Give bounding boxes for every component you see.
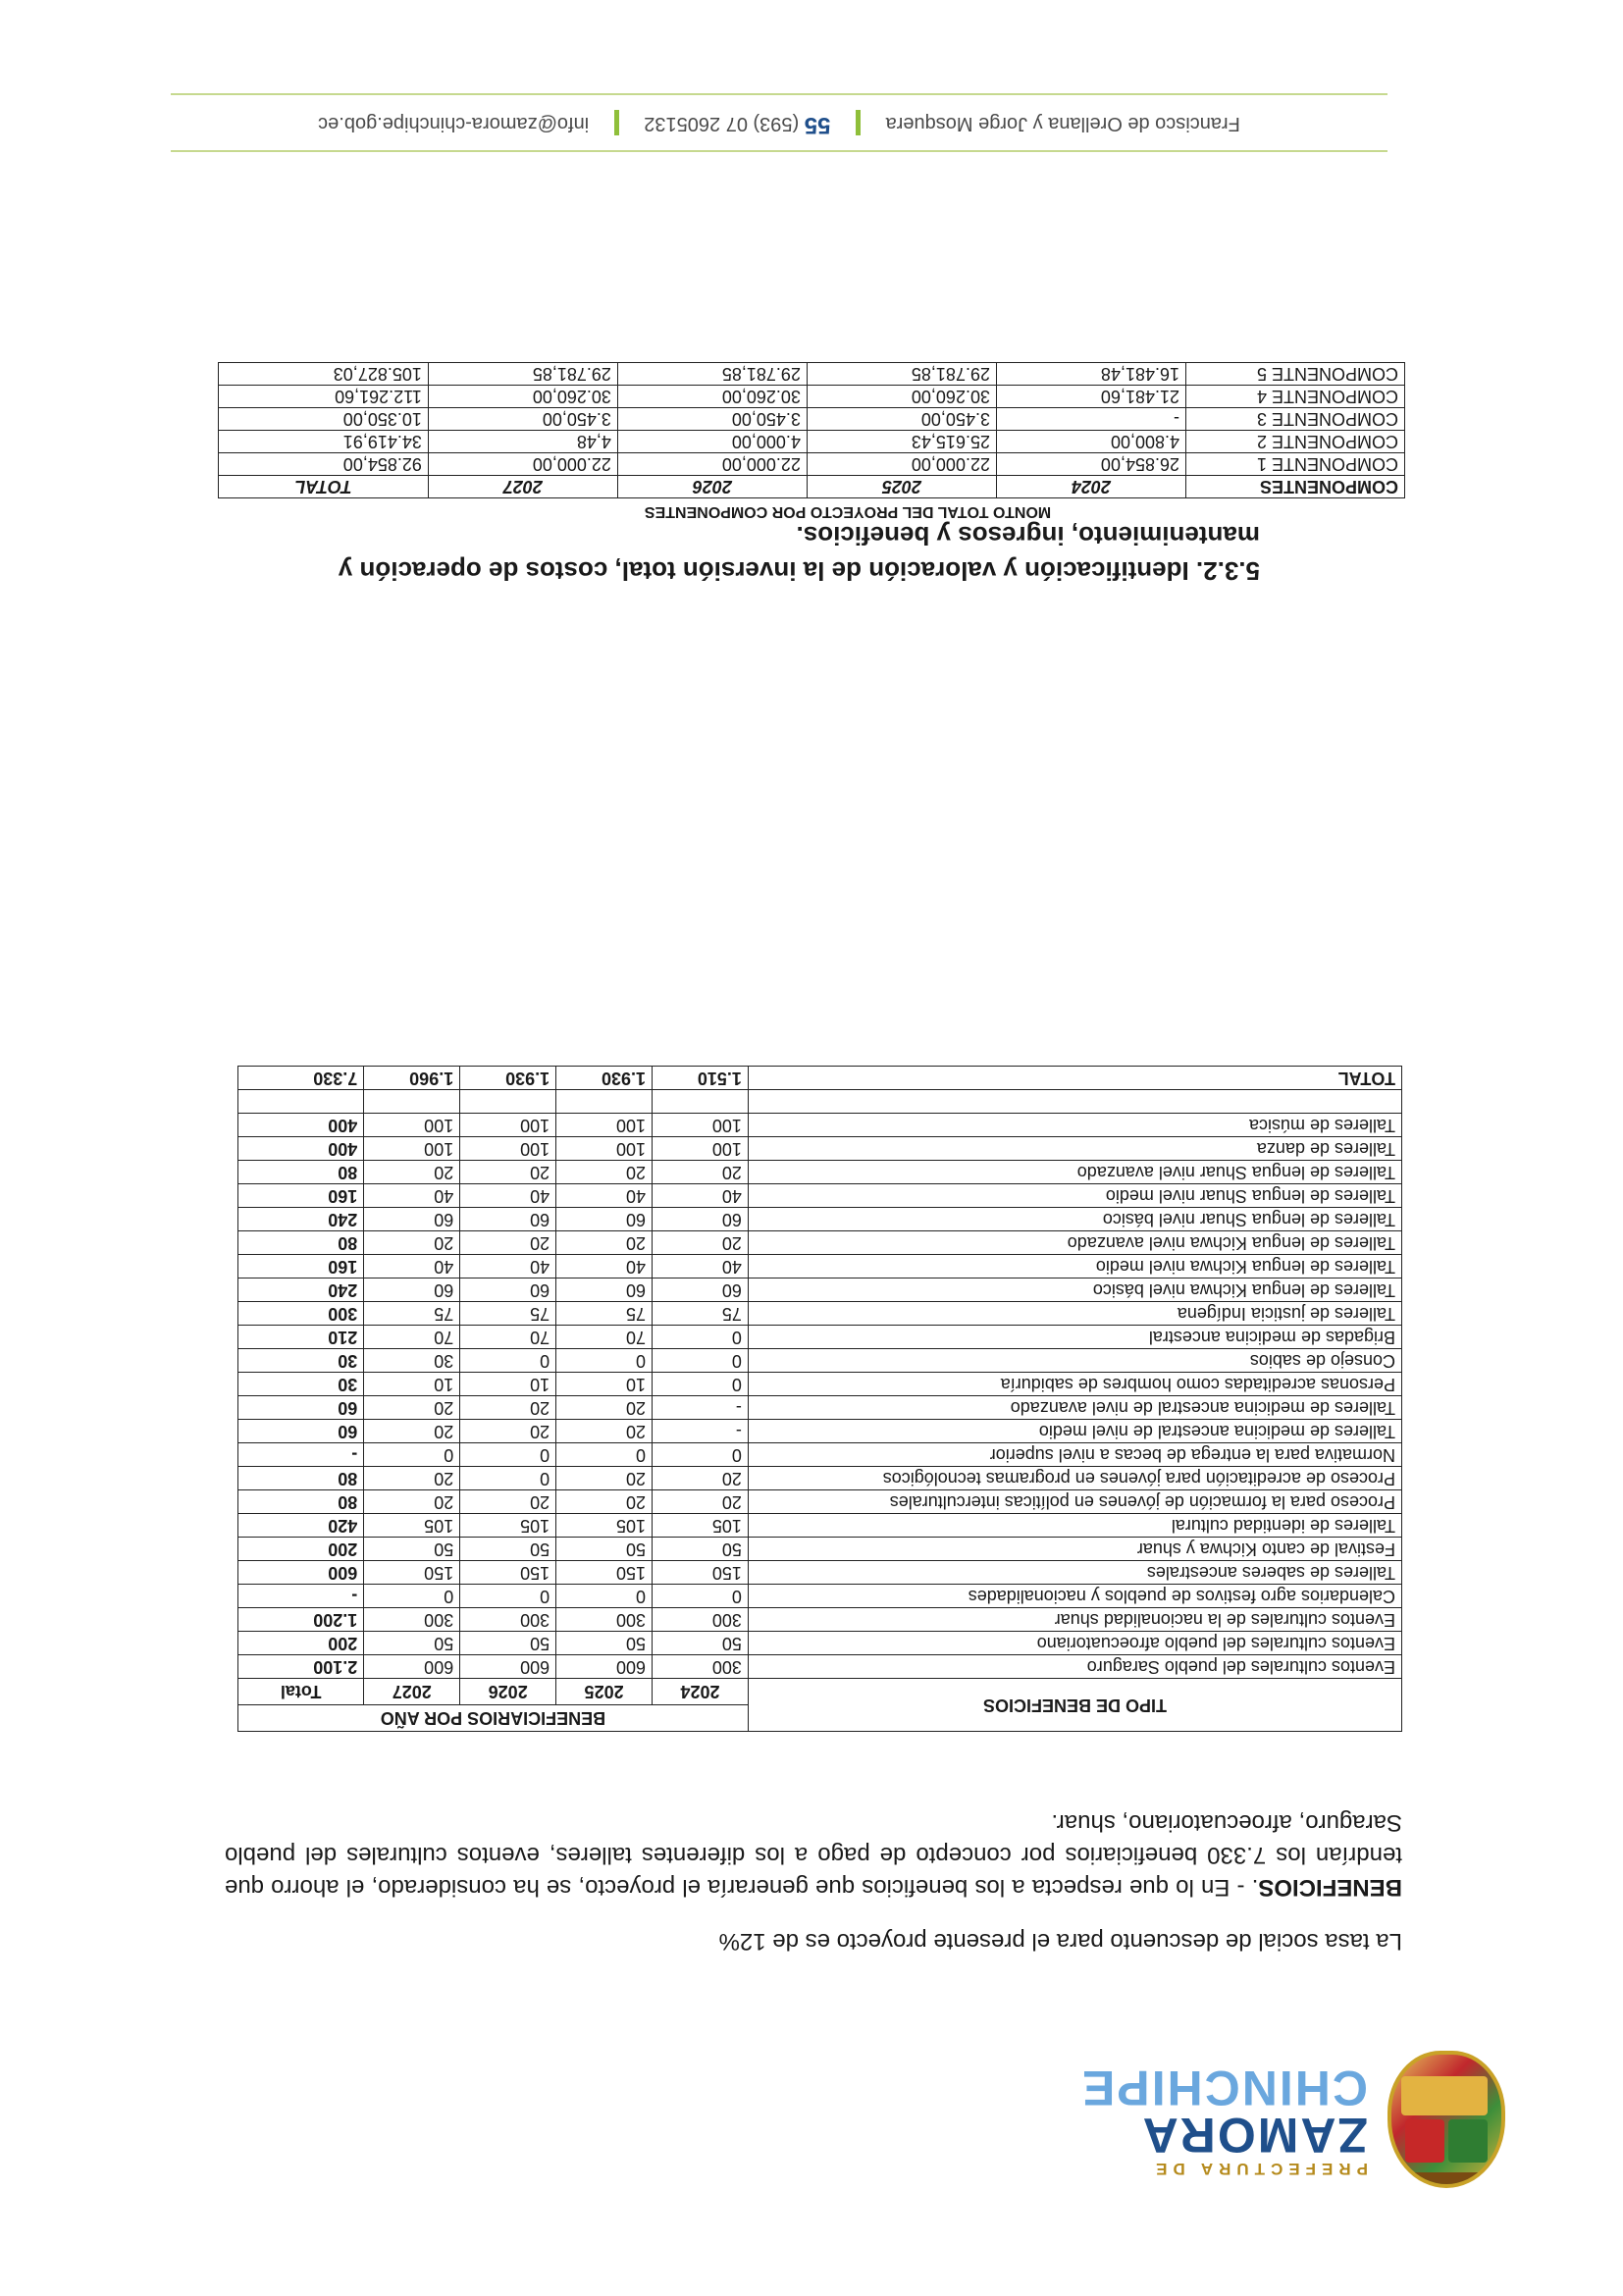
row-value: 40 — [556, 1184, 653, 1208]
empty-cell — [556, 1090, 653, 1114]
row-label: Talleres de lengua Kichwa nivel avanzado — [748, 1231, 1401, 1255]
row-value: 100 — [653, 1114, 749, 1137]
discount-rate-paragraph: La tasa social de descuento para el presente proyecto es de 12% — [718, 1928, 1402, 1955]
section-title: 5.3.2. Identificación y valoración de la inversión total, costos de operación y mantenimiento, ingresos y beneficios. — [338, 521, 1260, 586]
row-label: Talleres de identidad cultural — [748, 1514, 1401, 1538]
row-total: 200 — [238, 1632, 364, 1655]
row-label: Proceso de acreditación para jóvenes en programas tecnológicos — [748, 1467, 1401, 1490]
component-total: 10.350,00 — [219, 408, 429, 431]
empty-cell — [364, 1090, 460, 1114]
table-row — [238, 1538, 1402, 1561]
row-value: 40 — [653, 1255, 749, 1278]
total-value: 7.330 — [238, 1067, 364, 1090]
table-row — [238, 1161, 1402, 1184]
table-row — [238, 1420, 1402, 1443]
row-total: 200 — [238, 1538, 364, 1561]
row-total: 80 — [238, 1467, 364, 1490]
row-value: 0 — [653, 1443, 749, 1467]
row-label: Talleres de medicina ancestral de nivel avanzado — [748, 1396, 1401, 1420]
component-value: 29.781,85 — [617, 363, 807, 386]
total-value: 1.510 — [653, 1067, 749, 1090]
row-total: 160 — [238, 1255, 364, 1278]
row-total: 60 — [238, 1396, 364, 1420]
row-value: 50 — [556, 1538, 653, 1561]
row-total: 240 — [238, 1208, 364, 1231]
row-label: Talleres de música — [748, 1114, 1401, 1137]
footer-contact-row — [171, 110, 1387, 138]
row-value: 70 — [460, 1326, 556, 1349]
row-value: 105 — [556, 1514, 653, 1538]
table-row — [238, 1655, 1402, 1679]
empty-cell — [653, 1090, 749, 1114]
row-total: 160 — [238, 1184, 364, 1208]
component-value: 16.481,48 — [996, 363, 1185, 386]
row-value: 75 — [460, 1302, 556, 1326]
row-value: 50 — [460, 1538, 556, 1561]
table-row — [238, 1114, 1402, 1137]
components-table-caption: MONTO TOTAL DEL PROYECTO POR COMPONENTES — [644, 503, 1052, 520]
benefits-paragraph — [225, 1806, 1402, 1904]
col-header-total: Total — [238, 1679, 364, 1705]
row-value: 100 — [556, 1114, 653, 1137]
row-value: 0 — [653, 1326, 749, 1349]
row-value: - — [653, 1396, 749, 1420]
row-value: 0 — [556, 1443, 653, 1467]
row-total: 30 — [238, 1373, 364, 1396]
row-value: 10 — [364, 1373, 460, 1396]
footer-separator — [614, 110, 619, 135]
row-value: 300 — [653, 1655, 749, 1679]
row-label: Brigadas de medicina ancestral — [748, 1326, 1401, 1349]
row-value: 50 — [364, 1538, 460, 1561]
col-header-year: 2025 — [807, 476, 996, 498]
row-value: 60 — [460, 1278, 556, 1302]
table-row — [238, 1302, 1402, 1326]
row-total: 2.100 — [238, 1655, 364, 1679]
row-value: 50 — [460, 1632, 556, 1655]
row-label: Normativa para la entrega de becas a nivel superior — [748, 1443, 1401, 1467]
beneficiaries-table — [237, 1066, 1402, 1732]
component-label: COMPONENTE 3 — [1186, 408, 1405, 431]
row-value: 600 — [460, 1655, 556, 1679]
col-header-year: 2025 — [556, 1679, 653, 1705]
brand-logo — [1079, 2061, 1368, 2178]
seal-quadrant-gold — [1401, 2076, 1488, 2115]
col-header-year: 2024 — [653, 1679, 749, 1705]
component-value: 4.800,00 — [996, 431, 1185, 453]
row-value: 60 — [460, 1208, 556, 1231]
component-total: 34.419,91 — [219, 431, 429, 453]
component-value: 29.781,85 — [428, 363, 617, 386]
col-header-year: 2026 — [617, 476, 807, 498]
row-total: 420 — [238, 1514, 364, 1538]
row-value: 0 — [460, 1443, 556, 1467]
col-header-group: BENEFICIARIOS POR AÑO — [238, 1705, 749, 1732]
component-value: 30.260,00 — [617, 386, 807, 408]
component-value: - — [996, 408, 1185, 431]
logo-title-line1: ZAMORA — [1140, 2108, 1368, 2163]
total-label: TOTAL — [748, 1067, 1401, 1090]
page-number: 55 — [804, 112, 831, 138]
component-value: 3.450,00 — [428, 408, 617, 431]
row-label: Talleres de medicina ancestral de nivel medio — [748, 1420, 1401, 1443]
row-label: Talleres de saberes ancestrales — [748, 1561, 1401, 1585]
component-total: 105.827,03 — [219, 363, 429, 386]
row-value: 0 — [364, 1585, 460, 1608]
col-header-year: 2026 — [460, 1679, 556, 1705]
logo-prefix: PREFECTURA DE — [1150, 2160, 1368, 2178]
row-label: Proceso para la formación de jóvenes en políticas interculturales — [748, 1490, 1401, 1514]
row-value: 40 — [364, 1255, 460, 1278]
row-value: 60 — [653, 1208, 749, 1231]
row-value: 0 — [556, 1349, 653, 1373]
table-row — [238, 1278, 1402, 1302]
row-value: 40 — [460, 1184, 556, 1208]
row-total: 400 — [238, 1114, 364, 1137]
row-value: 300 — [556, 1608, 653, 1632]
row-value: 75 — [364, 1302, 460, 1326]
benefits-label: BENEFICIOS — [1258, 1874, 1402, 1901]
coat-of-arms-seal — [1387, 2051, 1505, 2188]
table-row-empty — [238, 1090, 1402, 1114]
table-row — [238, 1231, 1402, 1255]
row-value: 20 — [364, 1161, 460, 1184]
row-value: 0 — [460, 1467, 556, 1490]
component-label: COMPONENTE 2 — [1186, 431, 1405, 453]
table-row — [238, 1561, 1402, 1585]
row-label: Talleres de lengua Shuar nivel básico — [748, 1208, 1401, 1231]
table-row — [238, 1467, 1402, 1490]
component-label: COMPONENTE 5 — [1186, 363, 1405, 386]
row-label: Talleres de lengua Kichwa nivel medio — [748, 1255, 1401, 1278]
empty-cell — [238, 1090, 364, 1114]
component-value: 22.000,00 — [807, 453, 996, 476]
row-value: 150 — [364, 1561, 460, 1585]
row-label: Talleres de lengua Shuar nivel medio — [748, 1184, 1401, 1208]
table-row — [238, 1514, 1402, 1538]
table-row — [238, 1608, 1402, 1632]
row-value: 100 — [364, 1114, 460, 1137]
row-value: 70 — [556, 1326, 653, 1349]
row-value: 60 — [364, 1278, 460, 1302]
row-total: 80 — [238, 1161, 364, 1184]
component-label: COMPONENTE 1 — [1186, 453, 1405, 476]
col-header-year: 2027 — [364, 1679, 460, 1705]
row-label: Talleres de lengua Shuar nivel avanzado — [748, 1161, 1401, 1184]
row-value: 600 — [364, 1655, 460, 1679]
row-label: Talleres de danza — [748, 1137, 1401, 1161]
component-value: 21.481,60 — [996, 386, 1185, 408]
component-value: 22.000,00 — [617, 453, 807, 476]
header — [112, 2041, 1505, 2188]
row-value: 100 — [364, 1137, 460, 1161]
row-value: 20 — [460, 1231, 556, 1255]
row-value: 0 — [460, 1349, 556, 1373]
row-value: 105 — [460, 1514, 556, 1538]
row-value: 40 — [364, 1184, 460, 1208]
row-value: 20 — [653, 1161, 749, 1184]
table-row — [238, 1373, 1402, 1396]
row-value: 600 — [556, 1655, 653, 1679]
component-value: 22.000,00 — [428, 453, 617, 476]
component-value: 4.000,00 — [617, 431, 807, 453]
footer-address: Francisco de Orellana y Jorge Mosquera — [885, 113, 1240, 134]
total-value: 1.960 — [364, 1067, 460, 1090]
beneficiaries-table-body — [238, 1067, 1402, 1679]
component-value: 4,48 — [428, 431, 617, 453]
row-value: 100 — [653, 1137, 749, 1161]
total-value: 1.930 — [460, 1067, 556, 1090]
col-header-total: TOTAL — [219, 476, 429, 498]
row-value: 100 — [460, 1114, 556, 1137]
row-total: - — [238, 1443, 364, 1467]
table-row — [238, 1443, 1402, 1467]
row-value: 20 — [460, 1396, 556, 1420]
component-value: 30.260,00 — [428, 386, 617, 408]
row-total: - — [238, 1585, 364, 1608]
row-value: 70 — [364, 1326, 460, 1349]
row-value: 20 — [556, 1231, 653, 1255]
row-value: 100 — [460, 1137, 556, 1161]
row-label: Festival de canto Kichwa y shuar — [748, 1538, 1401, 1561]
row-label: Calendarios agro festivos de pueblos y nacionalidades — [748, 1585, 1401, 1608]
row-value: 20 — [460, 1490, 556, 1514]
row-value: 20 — [653, 1231, 749, 1255]
empty-cell — [748, 1090, 1401, 1114]
table-row — [238, 1396, 1402, 1420]
row-value: 0 — [653, 1373, 749, 1396]
component-value: 3.450,00 — [807, 408, 996, 431]
row-value: 20 — [556, 1161, 653, 1184]
row-value: 105 — [653, 1514, 749, 1538]
row-value: 0 — [364, 1443, 460, 1467]
table-row — [238, 1585, 1402, 1608]
total-value: 1.930 — [556, 1067, 653, 1090]
row-value: 50 — [653, 1632, 749, 1655]
row-total: 210 — [238, 1326, 364, 1349]
row-value: 0 — [460, 1585, 556, 1608]
logo-title-line2: CHINCHIPE — [1079, 2061, 1368, 2115]
seal-quadrant-green — [1448, 2119, 1488, 2163]
row-value: 20 — [556, 1490, 653, 1514]
row-label: Consejo de sabios — [748, 1349, 1401, 1373]
col-header-year: 2027 — [428, 476, 617, 498]
table-row — [219, 363, 1405, 386]
footer-separator — [856, 110, 861, 135]
table-row — [238, 1632, 1402, 1655]
row-value: 60 — [556, 1208, 653, 1231]
component-label: COMPONENTE 4 — [1186, 386, 1405, 408]
row-value: 20 — [653, 1467, 749, 1490]
row-value: 40 — [460, 1255, 556, 1278]
row-value: 20 — [460, 1161, 556, 1184]
row-value: 100 — [556, 1137, 653, 1161]
row-value: 20 — [364, 1420, 460, 1443]
table-row — [238, 1184, 1402, 1208]
row-label: Talleres de justicia Indígena — [748, 1302, 1401, 1326]
row-value: 150 — [653, 1561, 749, 1585]
row-value: - — [653, 1420, 749, 1443]
row-value: 50 — [556, 1632, 653, 1655]
row-value: 0 — [653, 1585, 749, 1608]
row-total: 1.200 — [238, 1608, 364, 1632]
table-row — [238, 1349, 1402, 1373]
row-value: 60 — [653, 1278, 749, 1302]
component-total: 92.854,00 — [219, 453, 429, 476]
table-row — [219, 386, 1405, 408]
row-value: 20 — [556, 1467, 653, 1490]
row-value: 40 — [556, 1255, 653, 1278]
row-value: 75 — [653, 1302, 749, 1326]
row-value: 20 — [364, 1467, 460, 1490]
row-label: Eventos culturales de la nacionalidad shuar — [748, 1608, 1401, 1632]
table-row — [238, 1490, 1402, 1514]
row-value: 300 — [460, 1608, 556, 1632]
row-total: 60 — [238, 1420, 364, 1443]
row-value: 50 — [364, 1632, 460, 1655]
row-label: Eventos culturales del pueblo Saraguro — [748, 1655, 1401, 1679]
row-value: 50 — [653, 1538, 749, 1561]
row-label: Eventos culturales del pueblo afroecuatoriano — [748, 1632, 1401, 1655]
row-value: 20 — [364, 1231, 460, 1255]
row-label: Talleres de lengua Kichwa nivel básico — [748, 1278, 1401, 1302]
row-value: 0 — [653, 1349, 749, 1373]
seal-quadrant-red — [1405, 2119, 1444, 2163]
component-value: 25.615,43 — [807, 431, 996, 453]
row-value: 105 — [364, 1514, 460, 1538]
row-total: 400 — [238, 1137, 364, 1161]
row-value: 0 — [556, 1585, 653, 1608]
row-value: 30 — [364, 1349, 460, 1373]
row-total: 30 — [238, 1349, 364, 1373]
row-total: 600 — [238, 1561, 364, 1585]
row-label: Personas acreditadas como hombres de sabiduría — [748, 1373, 1401, 1396]
row-value: 150 — [556, 1561, 653, 1585]
col-header-components: COMPONENTES — [1186, 476, 1405, 498]
row-value: 60 — [556, 1278, 653, 1302]
row-value: 20 — [460, 1420, 556, 1443]
row-value: 10 — [556, 1373, 653, 1396]
component-value: 26.854,00 — [996, 453, 1185, 476]
table-row — [219, 408, 1405, 431]
footer-phone: (593) 07 2605132 — [644, 113, 800, 134]
component-total: 112.261,60 — [219, 386, 429, 408]
row-value: 75 — [556, 1302, 653, 1326]
table-row — [219, 453, 1405, 476]
table-total-row — [238, 1067, 1402, 1090]
col-header-type: TIPO DE BENEFICIOS — [748, 1679, 1401, 1732]
component-value: 3.450,00 — [617, 408, 807, 431]
components-table — [218, 362, 1405, 498]
row-value: 60 — [364, 1208, 460, 1231]
table-row — [219, 431, 1405, 453]
components-table-body — [219, 363, 1405, 476]
row-value: 40 — [653, 1184, 749, 1208]
benefits-text: . - En lo que respecta a los beneficios que generaría el proyecto, se ha considerado, el ahorro que tendrían los 7.330 beneficiarios por concepto de pago a los diferentes talleres, eventos culturales del pueblo Saraguro, afroecuatoriano, shuar. — [225, 1809, 1402, 1901]
row-total: 240 — [238, 1278, 364, 1302]
seal-ribbon — [1387, 2172, 1505, 2186]
row-value: 20 — [364, 1396, 460, 1420]
row-value: 150 — [460, 1561, 556, 1585]
row-value: 10 — [460, 1373, 556, 1396]
row-value: 20 — [556, 1420, 653, 1443]
empty-cell — [460, 1090, 556, 1114]
component-value: 30.260,00 — [807, 386, 996, 408]
row-value: 300 — [653, 1608, 749, 1632]
row-value: 20 — [364, 1490, 460, 1514]
table-row — [238, 1326, 1402, 1349]
footer-rule-bottom — [171, 93, 1387, 95]
row-value: 20 — [556, 1396, 653, 1420]
row-total: 80 — [238, 1231, 364, 1255]
component-value: 29.781,85 — [807, 363, 996, 386]
footer-email[interactable]: info@zamora-chinchipe.gob.ec — [318, 113, 590, 134]
col-header-year: 2024 — [996, 476, 1185, 498]
table-row — [238, 1255, 1402, 1278]
row-total: 80 — [238, 1490, 364, 1514]
table-row — [238, 1208, 1402, 1231]
row-value: 300 — [364, 1608, 460, 1632]
row-total: 300 — [238, 1302, 364, 1326]
table-row — [238, 1137, 1402, 1161]
footer — [171, 93, 1387, 152]
footer-rule-top — [171, 150, 1387, 152]
row-value: 20 — [653, 1490, 749, 1514]
